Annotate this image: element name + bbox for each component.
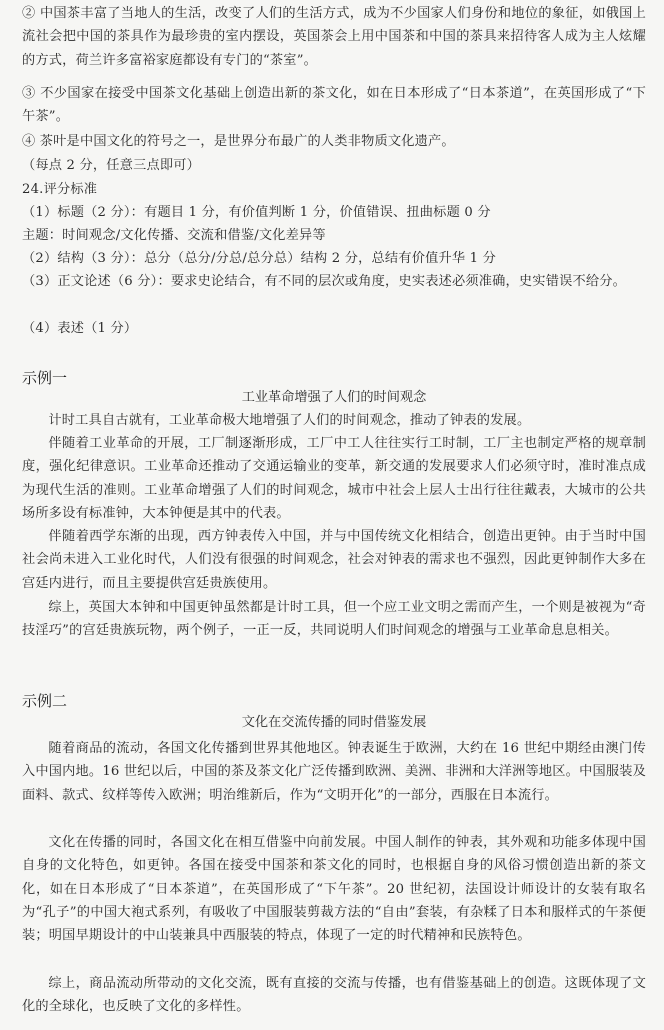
example-1-paragraph-1: 计时工具自古就有，工业革命极大地增强了人们的时间观念，推动了钟表的发展。 [48, 413, 531, 428]
rubric-structure-criterion: （2）结构（3 分）：总分（总分/分总/总分总）结构 2 分，总结有价值升华 1 分 [22, 251, 497, 266]
example-2-paragraph-1: 随着商品的流动，各国文化传播到世界其他地区。钟表诞生于欧洲，大约在 16 世纪中期经由澳门传入中国内地。16 世纪以后，中国的茶及茶文化广泛传播到欧洲、美洲、非洲和大洋洲等地区。中国服装及面料、款式、纹样等传入欧洲；明治维新后，作为“文明开化”的一部分，西服在日本流行。 [22, 741, 647, 803]
example-1-paragraph-3: 伴随着西学东渐的出现，西方钟表传入中国，并与中国传统文化相结合，创造出更钟。由于当时中国社会尚未进入工业化时代，人们没有很强的时间观念，社会对钟表的需求也不强烈，因此更钟制作大多在宫廷内进行，而且主要提供宫廷贵族使用。 [22, 529, 646, 591]
rubric-header: 24.评分标准 [22, 182, 98, 197]
example-1-paragraph-4: 综上，英国大本钟和中国更钟虽然都是计时工具，但一个应工业文明之需而产生，一个则是被视为“奇技淫巧”的宫廷贵族玩物，两个例子，一正一反，共同说明人们时间观念的增强与工业革命息息相关。 [22, 600, 646, 639]
answer-item-2: ② 中国茶丰富了当地人的生活，改变了人们的生活方式，成为不少国家人们身份和地位的象征，如俄国上流社会把中国的茶具作为最珍贵的室内摆设，英国茶会上用中国茶和中国的茶具来招待客人成为主人炫耀的方式，荷兰许多富裕家庭都设有专门的“茶室”。 [22, 6, 646, 68]
rubric-expression-criterion: （4）表述（1 分） [22, 321, 138, 336]
example-2-paragraph-3: 综上，商品流动所带动的文化交流，既有直接的交流与传播，也有借鉴基础上的创造。这既体现了文化的全球化，也反映了文化的多样性。 [22, 976, 646, 1015]
example-2-label: 示例二 [22, 692, 68, 710]
rubric-title-criterion: （1）标题（2 分）：有题目 1 分，有价值判断 1 分，价值错误、扭曲标题 0 分 [22, 205, 491, 220]
example-1-label: 示例一 [22, 369, 68, 387]
example-2-paragraph-2: 文化在传播的同时，各国文化在相互借鉴中向前发展。中国人制作的钟表，其外观和功能多体现中国自身的文化特色，如更钟。各国在接受中国茶和茶文化的同时，也根据自身的风俗习惯创造出新的茶文化，如在日本形成了“日本茶道”，在英国形成了“下午茶”。20 世纪初，法国设计师设计的女装有取名为“孔子”的中国大袍式系列，有吸收了中国服装剪裁方法的“自由”套装，有杂糅了日本和服样式的午茶便装；明国早期设计的中山装兼具中西服装的特点，体现了一定的时代精神和民族特色。 [22, 835, 646, 944]
answer-item-3: ③ 不少国家在接受中国茶文化基础上创造出新的茶文化，如在日本形成了“日本茶道”，在英国形成了“下午茶”。 [22, 86, 646, 125]
rubric-theme: 主题：时间观念/文化传播、交流和借鉴/文化差异等 [22, 228, 326, 243]
example-2-title: 文化在交流传播的同时借鉴发展 [241, 715, 427, 730]
scoring-note: （每点 2 分，任意三点即可） [22, 158, 201, 173]
example-1-title: 工业革命增强了人们的时间观念 [241, 390, 427, 405]
rubric-body-criterion: （3）正文论述（6 分）：要求史论结合，有不同的层次或角度，史实表述必须准确，史实错误不给分。 [22, 274, 627, 289]
example-1-paragraph-2: 伴随着工业革命的开展，工厂制逐渐形成，工厂中工人往往实行工时制，工厂主也制定严格的规章制度，强化纪律意识。工业革命还推动了交通运输业的变革，新交通的发展要求人们必须守时，准时准点成为现代生活的准则。工业革命增强了人们的时间观念，城市中社会上层人士出行往往戴表，大城市的公共场所多设有标准钟，大本钟便是其中的代表。 [22, 436, 646, 521]
answer-item-4: ④ 茶叶是中国文化的符号之一，是世界分布最广的人类非物质文化遗产。 [22, 134, 455, 149]
